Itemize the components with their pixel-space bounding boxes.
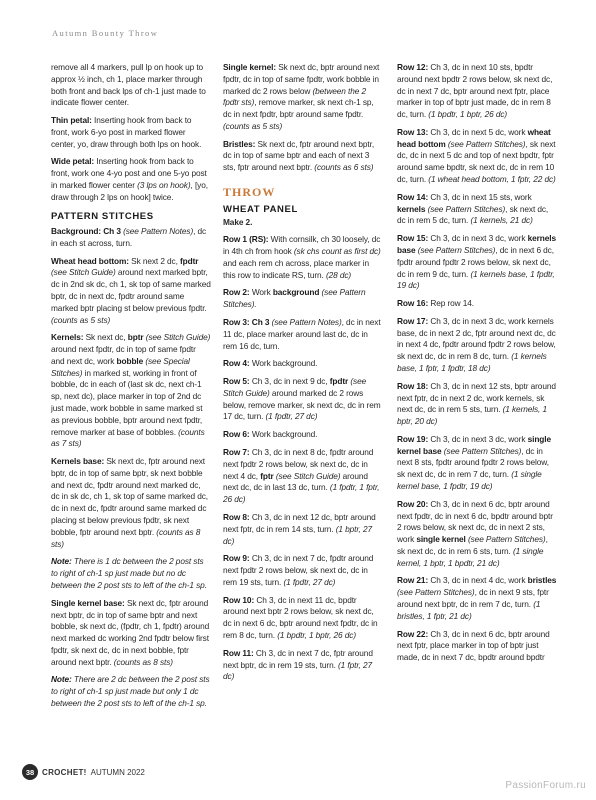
row-14: Row 14: Ch 3, dc in next 15 sts, work kernels (see Pattern Stitches), sk next dc, dc in rem 5 dc, turn. (1 kernels, 21 dc) (397, 191, 549, 226)
row-15: Row 15: Ch 3, dc in next 3 dc, work kernels base (see Pattern Stitches), dc in next 6 dc, fpdtr around fpdtr 2 rows below, sk next dc, dc in rem 9 dc, turn. (1 kernels base, 1 fpdtr, 19 dc) (397, 233, 556, 291)
page-number: 38 (22, 764, 38, 780)
row-13: Row 13: Ch 3, dc in next 5 dc, work wheat head bottom (see Pattern Stitches), sk next dc, dc in next 5 dc and top of next bpdtr, fptr around same bpdtr, sk next dc, dc in rem 10 dc, turn. (1 wheat head bottom, 1 fptr, 22 dc) (397, 126, 556, 185)
make-instruction: Make 2. (223, 216, 253, 227)
page-footer (22, 764, 145, 780)
note-paragraph: Note: There are 2 dc between the 2 post sts to right of ch-1 sp just made but only 1 dc between the 2 post sts to left of the ch-1 sp. (51, 674, 210, 708)
row-22: Row 22: Ch 3, dc in next 6 dc, bptr around next fptr, place marker in top of bptr just made, dc in next 7 dc, bpdtr around bpdtr (397, 628, 550, 663)
thin-petal-paragraph: Thin petal: Inserting hook from back to front, work 6-yo post in marked flower center, yo, draw through both lps on hook. (51, 115, 202, 149)
row-1: Row 1 (RS): With cornsilk, ch 30 loosely, dc in 4th ch from hook (sk chs count as first dc) and each rem ch across, place marker in this row to indicate RS, turn. (28 dc) (223, 234, 381, 280)
kernels-paragraph: Kernels: Sk next dc, bptr (see Stitch Guide) around next fpdtr, dc in top of same fpdtr and next dc, work bobble (see Special Stitches) in marked st, working in front of bobble, dc in each of (last sk dc, next ch-1 sp, next dc), place marker in top of 2nd dc just made, work bobble in same marked st as previous bobble, bptr around next fpdtr, remove marker at base of bobbles. (counts as 7 sts) (51, 332, 211, 449)
row-2: Row 2: Work background (see Pattern Stitches). (223, 287, 366, 310)
running-header: Autumn Bounty Throw (52, 28, 159, 38)
row-3: Row 3: Ch 3 (see Pattern Notes), dc in next 11 dc, place marker around last dc, dc in rem 16 dc, turn. (223, 317, 381, 351)
panel-heading: WHEAT PANEL (223, 204, 298, 216)
row-5: Row 5: Ch 3, dc in next 9 dc, fpdtr (see Stitch Guide) around marked dc 2 rows below, remove marker, sk next dc, dc in rem 17 dc, turn. (1 fpdtr, 27 dc) (223, 376, 381, 422)
row-18: Row 18: Ch 3, dc in next 12 sts, bptr around next fptr, dc in next 2 dc, work kernels, sk next dc, dc in rem 5 sts, turn. (1 kernels, 1 bptr, 20 dc) (397, 380, 556, 427)
note-paragraph: Note: There is 1 dc between the 2 post sts to right of ch-1 sp just made but no dc between the 2 post sts to left of the ch-1 sp. (51, 556, 207, 590)
row-10: Row 10: Ch 3, dc in next 11 dc, bpdtr around next bptr 2 rows below, sk next dc, dc in next 6 dc, bptr around next fpdtr, dc in rem 8 dc, turn. (1 bpdtr, 1 bptr, 26 dc) (223, 594, 378, 640)
column-1 (51, 62, 211, 716)
single-kernel-paragraph: Single kernel: Sk next dc, bptr around next fpdtr, dc in top of same fpdtr, work bobble in marked dc 2 rows below (between the 2 fpdtr sts), remove marker, sk next ch-1 sp, dc in next fpdtr, bptr around same fpdtr. (counts as 5 sts) (223, 62, 380, 131)
kernels-base-paragraph: Kernels base: Sk next dc, fptr around next bptr, dc in top of same bptr, sk next bobble and next dc, fpdtr around next marked dc, dc in sk dc, ch 1, sk top of same marked dc, dc in next dc, fpdtr around same marked dc placing st below previous fpdtr, sk next bobble, fptr around next bptr. (counts as 8 sts) (51, 456, 208, 549)
column-2 (223, 62, 383, 689)
paragraph: remove all 4 markers, pull lp on hook up to approx ½ inch, ch 1, place marker through both front and back lps of ch-1 just made to indicate flower center. (51, 62, 206, 108)
background-paragraph: Background: Ch 3 (see Pattern Notes), dc in each st across, turn. (51, 226, 207, 248)
row-4: Row 4: Work background. (223, 358, 318, 369)
issue-label: AUTUMN 2022 (90, 767, 145, 777)
wheat-head-bottom-paragraph: Wheat head bottom: Sk next 2 dc, fpdtr (see Stitch Guide) around next marked bptr, dc in 2nd sk dc, ch 1, sk top of same marked bptr, dc in next dc, fpdtr around same marked bptr placing st below previous fpdtr. (counts as 5 sts) (51, 255, 211, 325)
row-19: Row 19: Ch 3, dc in next 3 dc, work single kernel base (see Pattern Stitches), dc in next 8 sts, fpdtr around fpdtr 2 rows below, sk next dc, dc in rem 7 dc, turn. (1 single kernel base, 1 fpdtr, 19 dc) (397, 433, 551, 491)
row-17: Row 17: Ch 3, dc in next 3 dc, work kernels base, dc in next 2 dc, fptr around next dc, dc in next 4 dc, fpdtr around fpdtr 2 rows below, sk next dc, dc in rem 8 dc, turn. (1 kernels base, 1 fptr, 1 fpdtr, 18 dc) (397, 315, 556, 373)
row-12: Row 12: Ch 3, dc in next 10 sts, bpdtr around next bpdtr 2 rows below, sk next dc, dc in next 7 dc, bptr around next fptr, place marker in top of bptr just made, dc in rem 8 dc, turn. (1 bpdtr, 1 bptr, 26 dc) (397, 62, 553, 120)
row-8: Row 8: Ch 3, dc in next 12 dc, bptr around next fptr, dc in rem 14 sts, turn. (1 bptr, 27 dc) (223, 511, 376, 546)
wide-petal-paragraph: Wide petal: Inserting hook from back to front, work one 4-yo post and one 5-yo post in marked flower center (3 lps on hook), [yo, draw through 2 lps on hook] twice. (51, 156, 208, 202)
column-3 (397, 62, 557, 670)
row-21: Row 21: Ch 3, dc in next 4 dc, work bristles (see Pattern Stitches), dc in next 9 sts, fptr around next bptr, dc in rem 7 dc, turn. (1 bristles, 1 fptr, 21 dc) (397, 575, 557, 621)
section-heading: PATTERN STITCHES (51, 210, 154, 222)
row-7: Row 7: Ch 3, dc in next 8 dc, fpdtr around next fpdtr 2 rows below, sk next dc, dc in next 4 dc, fptr (see Stitch Guide) around next dc, dc in last 13 dc, turn. (1 fpdtr, 1 fptr, 26 dc) (223, 447, 380, 505)
throw-heading: THROW (223, 185, 276, 200)
row-20: Row 20: Ch 3, dc in next 6 dc, bptr around next fpdtr, dc in next 6 dc, bpdtr around bptr 2 rows below, sk next dc, dc in next 2 sts, work single kernel (see Pattern Stitches), sk next dc, dc in rem 6 sts, turn. (1 single kernel, 1 bptr, 1 bpdtr, 21 dc) (397, 498, 553, 568)
row-6: Row 6: Work background. (223, 429, 318, 440)
watermark: PassionForum.ru (505, 780, 586, 791)
row-16: Row 16: Rep row 14. (397, 298, 474, 309)
row-11: Row 11: Ch 3, dc in next 7 dc, fptr around next bptr, dc in rem 19 sts, turn. (1 fptr, 27 dc) (223, 647, 373, 682)
magazine-name: CROCHET! (42, 767, 87, 777)
row-9: Row 9: Ch 3, dc in next 7 dc, fpdtr around next fpdtr 2 rows below, sk next dc, dc in rem 19 sts, turn. (1 fpdtr, 27 dc) (223, 553, 374, 587)
bristles-paragraph: Bristles: Sk next dc, fptr around next bptr, dc in top of same bptr and each of next 3 sts, fptr around next bptr. (counts as 6 sts) (223, 138, 375, 173)
single-kernel-base-paragraph: Single kernel base: Sk next dc, fptr around next bptr, dc in top of same bptr and next bobble, sk next dc, (fpdtr, ch 1, fpdtr) around next marked dc working 2nd fpdtr below first fpdtr, sk next dc, dc in next bobble, fptr around next bptr. (counts as 8 sts) (51, 597, 210, 667)
